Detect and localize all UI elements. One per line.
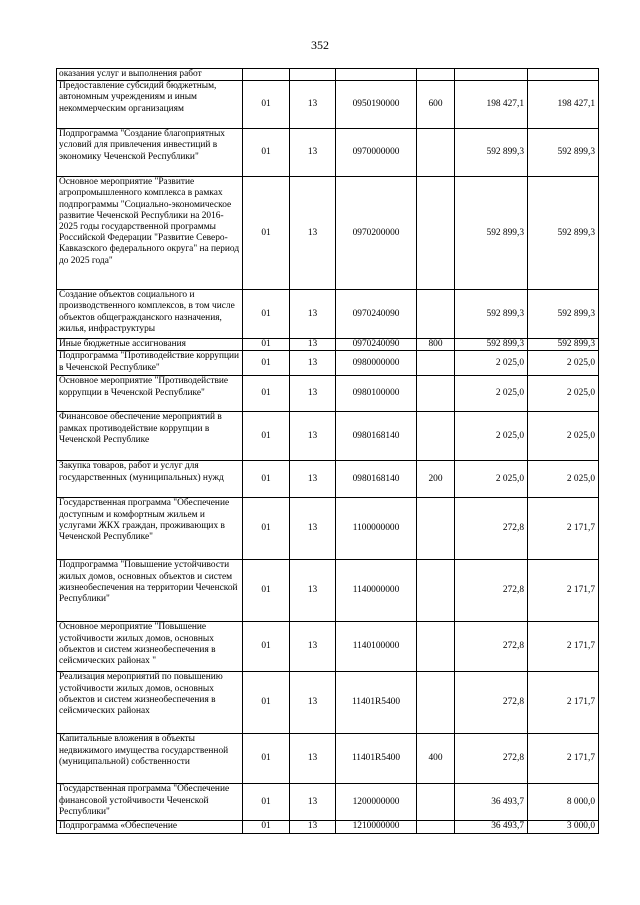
- row-expense-type: [417, 290, 455, 339]
- row-name: Основное мероприятие "Развитие агропромышленного комплекса в рамках подпрограммы "Социально-экономическое развитие Чеченской Республики на 2016-2025 годы государственной программы Российской Федерации "Развитие Северо-Кавказского федерального округа" на период до 2025 года": [57, 177, 243, 290]
- row-expense-type: [417, 560, 455, 622]
- row-amount-2: [528, 69, 599, 81]
- row-name: Государственная программа "Обеспечение финансовой устойчивости Чеченской Республики": [57, 784, 243, 821]
- row-subsection-code: 13: [290, 784, 336, 821]
- table-row: [57, 412, 599, 461]
- row-amount-2: 592 899,3: [528, 290, 599, 339]
- row-section-code: 01: [243, 81, 290, 129]
- row-target-article: 1140000000: [336, 560, 417, 622]
- table-row: [57, 821, 599, 833]
- row-expense-type: 200: [417, 461, 455, 498]
- row-expense-type: [417, 784, 455, 821]
- table-row: [57, 672, 599, 734]
- row-target-article: 11401R5400: [336, 672, 417, 734]
- row-name: Финансовое обеспечение мероприятий в рамках противодействие коррупции в Чеченской Республике: [57, 412, 243, 461]
- row-target-article: 0970240090: [336, 339, 417, 351]
- row-expense-type: 400: [417, 734, 455, 784]
- row-amount-2: 2 025,0: [528, 412, 599, 461]
- row-amount-1: 592 899,3: [455, 290, 528, 339]
- row-amount-1: [455, 69, 528, 81]
- row-name: Предоставление субсидий бюджетным, автономным учреждениям и иным некоммерческим организациям: [57, 81, 243, 129]
- row-amount-1: 592 899,3: [455, 129, 528, 177]
- table-row: [57, 784, 599, 821]
- row-amount-1: 2 025,0: [455, 412, 528, 461]
- row-subsection-code: 13: [290, 672, 336, 734]
- row-target-article: 0980000000: [336, 351, 417, 376]
- row-amount-1: 272,8: [455, 622, 528, 672]
- row-amount-2: 2 171,7: [528, 498, 599, 560]
- row-name: Подпрограмма "Противодействие коррупции в Чеченской Республике": [57, 351, 243, 376]
- row-expense-type: [417, 376, 455, 412]
- row-amount-2: 2 025,0: [528, 351, 599, 376]
- table-row: [57, 290, 599, 339]
- row-section-code: 01: [243, 412, 290, 461]
- table-row: [57, 339, 599, 351]
- row-target-article: 0980168140: [336, 461, 417, 498]
- row-subsection-code: 13: [290, 412, 336, 461]
- row-section-code: [243, 69, 290, 81]
- row-name: Основное мероприятие "Противодействие коррупции в Чеченской Республике": [57, 376, 243, 412]
- row-expense-type: [417, 672, 455, 734]
- row-amount-2: 198 427,1: [528, 81, 599, 129]
- row-section-code: 01: [243, 461, 290, 498]
- row-name: Закупка товаров, работ и услуг для государственных (муниципальных) нужд: [57, 461, 243, 498]
- row-name: Основное мероприятие "Повышение устойчивости жилых домов, основных объектов и систем жизнеобеспечения в сейсмических районах ": [57, 622, 243, 672]
- row-target-article: 11401R5400: [336, 734, 417, 784]
- table-row: [57, 560, 599, 622]
- row-expense-type: 600: [417, 81, 455, 129]
- row-subsection-code: [290, 69, 336, 81]
- row-section-code: 01: [243, 622, 290, 672]
- row-section-code: 01: [243, 498, 290, 560]
- row-name: Подпрограмма "Повышение устойчивости жилых домов, основных объектов и систем жизнеобеспечения на территории Чеченской Республики": [57, 560, 243, 622]
- budget-table: [56, 68, 599, 834]
- row-name: Государственная программа "Обеспечение доступным и комфортным жильем и услугами ЖКХ граждан, проживающих в Чеченской Республике": [57, 498, 243, 560]
- row-amount-1: 592 899,3: [455, 339, 528, 351]
- row-amount-2: 2 025,0: [528, 461, 599, 498]
- row-amount-1: 2 025,0: [455, 376, 528, 412]
- row-section-code: 01: [243, 376, 290, 412]
- row-amount-1: 36 493,7: [455, 821, 528, 833]
- table-row: [57, 81, 599, 129]
- row-target-article: 1100000000: [336, 498, 417, 560]
- row-section-code: 01: [243, 672, 290, 734]
- row-amount-2: 592 899,3: [528, 177, 599, 290]
- row-amount-1: 272,8: [455, 560, 528, 622]
- row-name: Создание объектов социального и производственного комплексов, в том числе объектов общегражданского назначения, жилья, инфраструктуры: [57, 290, 243, 339]
- row-subsection-code: 13: [290, 81, 336, 129]
- row-name: Иные бюджетные ассигнования: [57, 339, 243, 351]
- row-subsection-code: 13: [290, 498, 336, 560]
- row-amount-1: 272,8: [455, 672, 528, 734]
- table-row: [57, 461, 599, 498]
- row-expense-type: [417, 351, 455, 376]
- row-expense-type: [417, 622, 455, 672]
- row-section-code: 01: [243, 351, 290, 376]
- row-target-article: 1210000000: [336, 821, 417, 833]
- row-amount-2: 8 000,0: [528, 784, 599, 821]
- row-section-code: 01: [243, 177, 290, 290]
- row-target-article: 0970000000: [336, 129, 417, 177]
- row-name: Подпрограмма «Обеспечение: [57, 821, 243, 833]
- row-subsection-code: 13: [290, 622, 336, 672]
- row-amount-2: 592 899,3: [528, 129, 599, 177]
- row-target-article: 0970200000: [336, 177, 417, 290]
- row-target-article: 0950190000: [336, 81, 417, 129]
- table-row: [57, 69, 599, 81]
- row-expense-type: [417, 129, 455, 177]
- page-number: 352: [311, 38, 329, 52]
- row-amount-1: 2 025,0: [455, 461, 528, 498]
- row-name: оказания услуг и выполнения работ: [57, 69, 243, 81]
- row-target-article: [336, 69, 417, 81]
- row-amount-1: 2 025,0: [455, 351, 528, 376]
- row-amount-1: 198 427,1: [455, 81, 528, 129]
- row-subsection-code: 13: [290, 461, 336, 498]
- table-row: [57, 498, 599, 560]
- row-section-code: 01: [243, 784, 290, 821]
- row-amount-2: 2 171,7: [528, 672, 599, 734]
- row-target-article: 0980168140: [336, 412, 417, 461]
- row-subsection-code: 13: [290, 560, 336, 622]
- row-amount-2: 2 171,7: [528, 560, 599, 622]
- row-name: Капитальные вложения в объекты недвижимого имущества государственной (муниципальной) собственности: [57, 734, 243, 784]
- table-row: [57, 376, 599, 412]
- row-target-article: 0980100000: [336, 376, 417, 412]
- table-row: [57, 622, 599, 672]
- row-amount-1: 592 899,3: [455, 177, 528, 290]
- row-section-code: 01: [243, 290, 290, 339]
- row-amount-1: 272,8: [455, 498, 528, 560]
- row-section-code: 01: [243, 560, 290, 622]
- row-amount-2: 592 899,3: [528, 339, 599, 351]
- row-target-article: 0970240090: [336, 290, 417, 339]
- row-target-article: 1140100000: [336, 622, 417, 672]
- row-amount-2: 2 171,7: [528, 622, 599, 672]
- row-expense-type: [417, 177, 455, 290]
- row-subsection-code: 13: [290, 290, 336, 339]
- row-section-code: 01: [243, 129, 290, 177]
- table-row: [57, 129, 599, 177]
- table-row: [57, 734, 599, 784]
- row-expense-type: [417, 69, 455, 81]
- row-expense-type: [417, 498, 455, 560]
- row-subsection-code: 13: [290, 351, 336, 376]
- row-subsection-code: 13: [290, 129, 336, 177]
- row-amount-2: 2 025,0: [528, 376, 599, 412]
- row-section-code: 01: [243, 734, 290, 784]
- row-amount-2: 2 171,7: [528, 734, 599, 784]
- row-subsection-code: 13: [290, 821, 336, 833]
- row-expense-type: [417, 412, 455, 461]
- table-row: [57, 351, 599, 376]
- row-expense-type: 800: [417, 339, 455, 351]
- row-expense-type: [417, 821, 455, 833]
- row-subsection-code: 13: [290, 376, 336, 412]
- row-section-code: 01: [243, 821, 290, 833]
- row-amount-1: 272,8: [455, 734, 528, 784]
- row-subsection-code: 13: [290, 177, 336, 290]
- row-amount-1: 36 493,7: [455, 784, 528, 821]
- row-section-code: 01: [243, 339, 290, 351]
- row-subsection-code: 13: [290, 339, 336, 351]
- row-amount-2: 3 000,0: [528, 821, 599, 833]
- row-subsection-code: 13: [290, 734, 336, 784]
- row-name: Реализация мероприятий по повышению устойчивости жилых домов, основных объектов и систем жизнеобеспечения в сейсмических районах: [57, 672, 243, 734]
- row-target-article: 1200000000: [336, 784, 417, 821]
- row-name: Подпрограмма "Создание благоприятных условий для привлечения инвестиций в экономику Чеченской Республики": [57, 129, 243, 177]
- table-row: [57, 177, 599, 290]
